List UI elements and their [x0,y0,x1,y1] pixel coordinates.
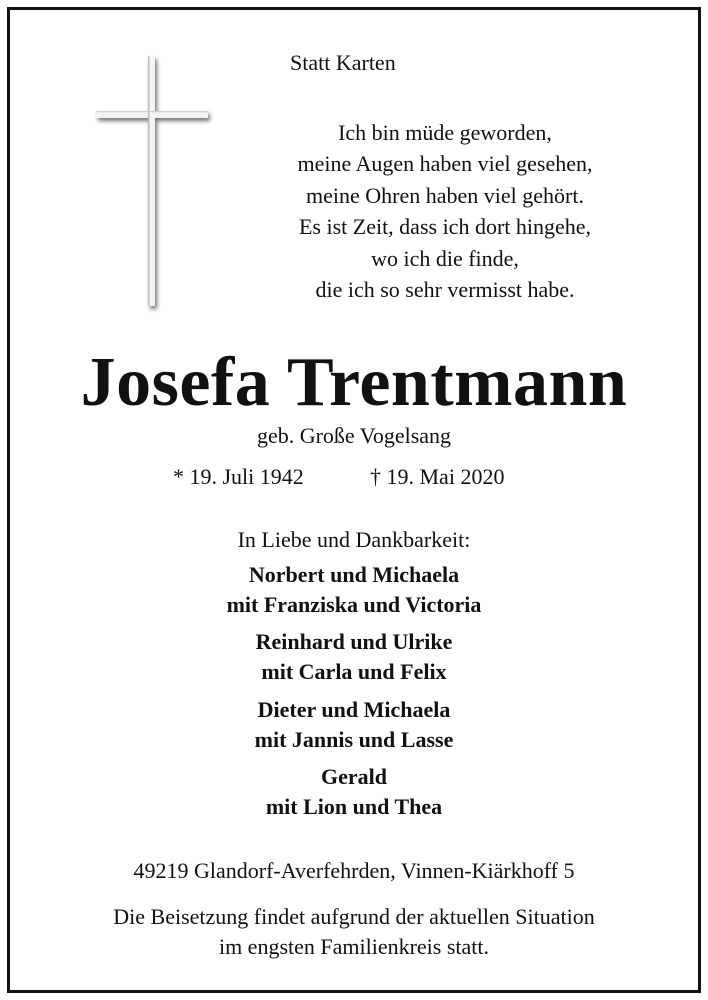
poem-line: meine Augen haben viel gesehen, [297,151,593,177]
family-children: mit Franziska und Victoria [226,592,482,617]
poem [270,117,620,305]
poem-line: wo ich die finde, [371,245,519,271]
family-group [0,560,708,620]
death-date: † 19. Mai 2020 [370,464,505,489]
poem-line: Es ist Zeit, dass ich dort hingehe, [298,214,592,240]
funeral-note [0,902,708,962]
birth-date: * 19. Juli 1942 [173,464,304,489]
maiden-name: geb. Große Vogelsang [256,423,452,448]
poem-line: die ich so sehr vermisst habe. [315,277,575,303]
family-parents: Dieter und Michaela [257,697,451,722]
family-group [0,762,708,822]
cross-icon [92,52,214,314]
funeral-line: Die Beisetzung findet aufgrund der aktuellen Situation [113,904,595,929]
family-group [0,695,708,755]
mourners-intro: In Liebe und Dankbarkeit: [237,527,471,552]
deceased-name: Josefa Trentmann [80,344,628,421]
family-children: mit Jannis und Lasse [254,727,454,752]
family-group [0,627,708,687]
header-statt-karten: Statt Karten [290,50,396,75]
family-parents: Gerald [321,764,387,789]
address: 49219 Glandorf-Averfehrden, Vinnen-Kiärkhoff 5 [133,858,575,883]
family-children: mit Lion und Thea [265,794,443,819]
family-parents: Reinhard und Ulrike [255,629,453,654]
funeral-line: im engsten Familienkreis statt. [218,934,490,959]
family-children: mit Carla und Felix [261,659,447,684]
family-parents: Norbert und Michaela [248,562,460,587]
poem-line: Ich bin müde geworden, [338,120,552,145]
poem-line: meine Ohren haben viel gehört. [306,182,584,208]
